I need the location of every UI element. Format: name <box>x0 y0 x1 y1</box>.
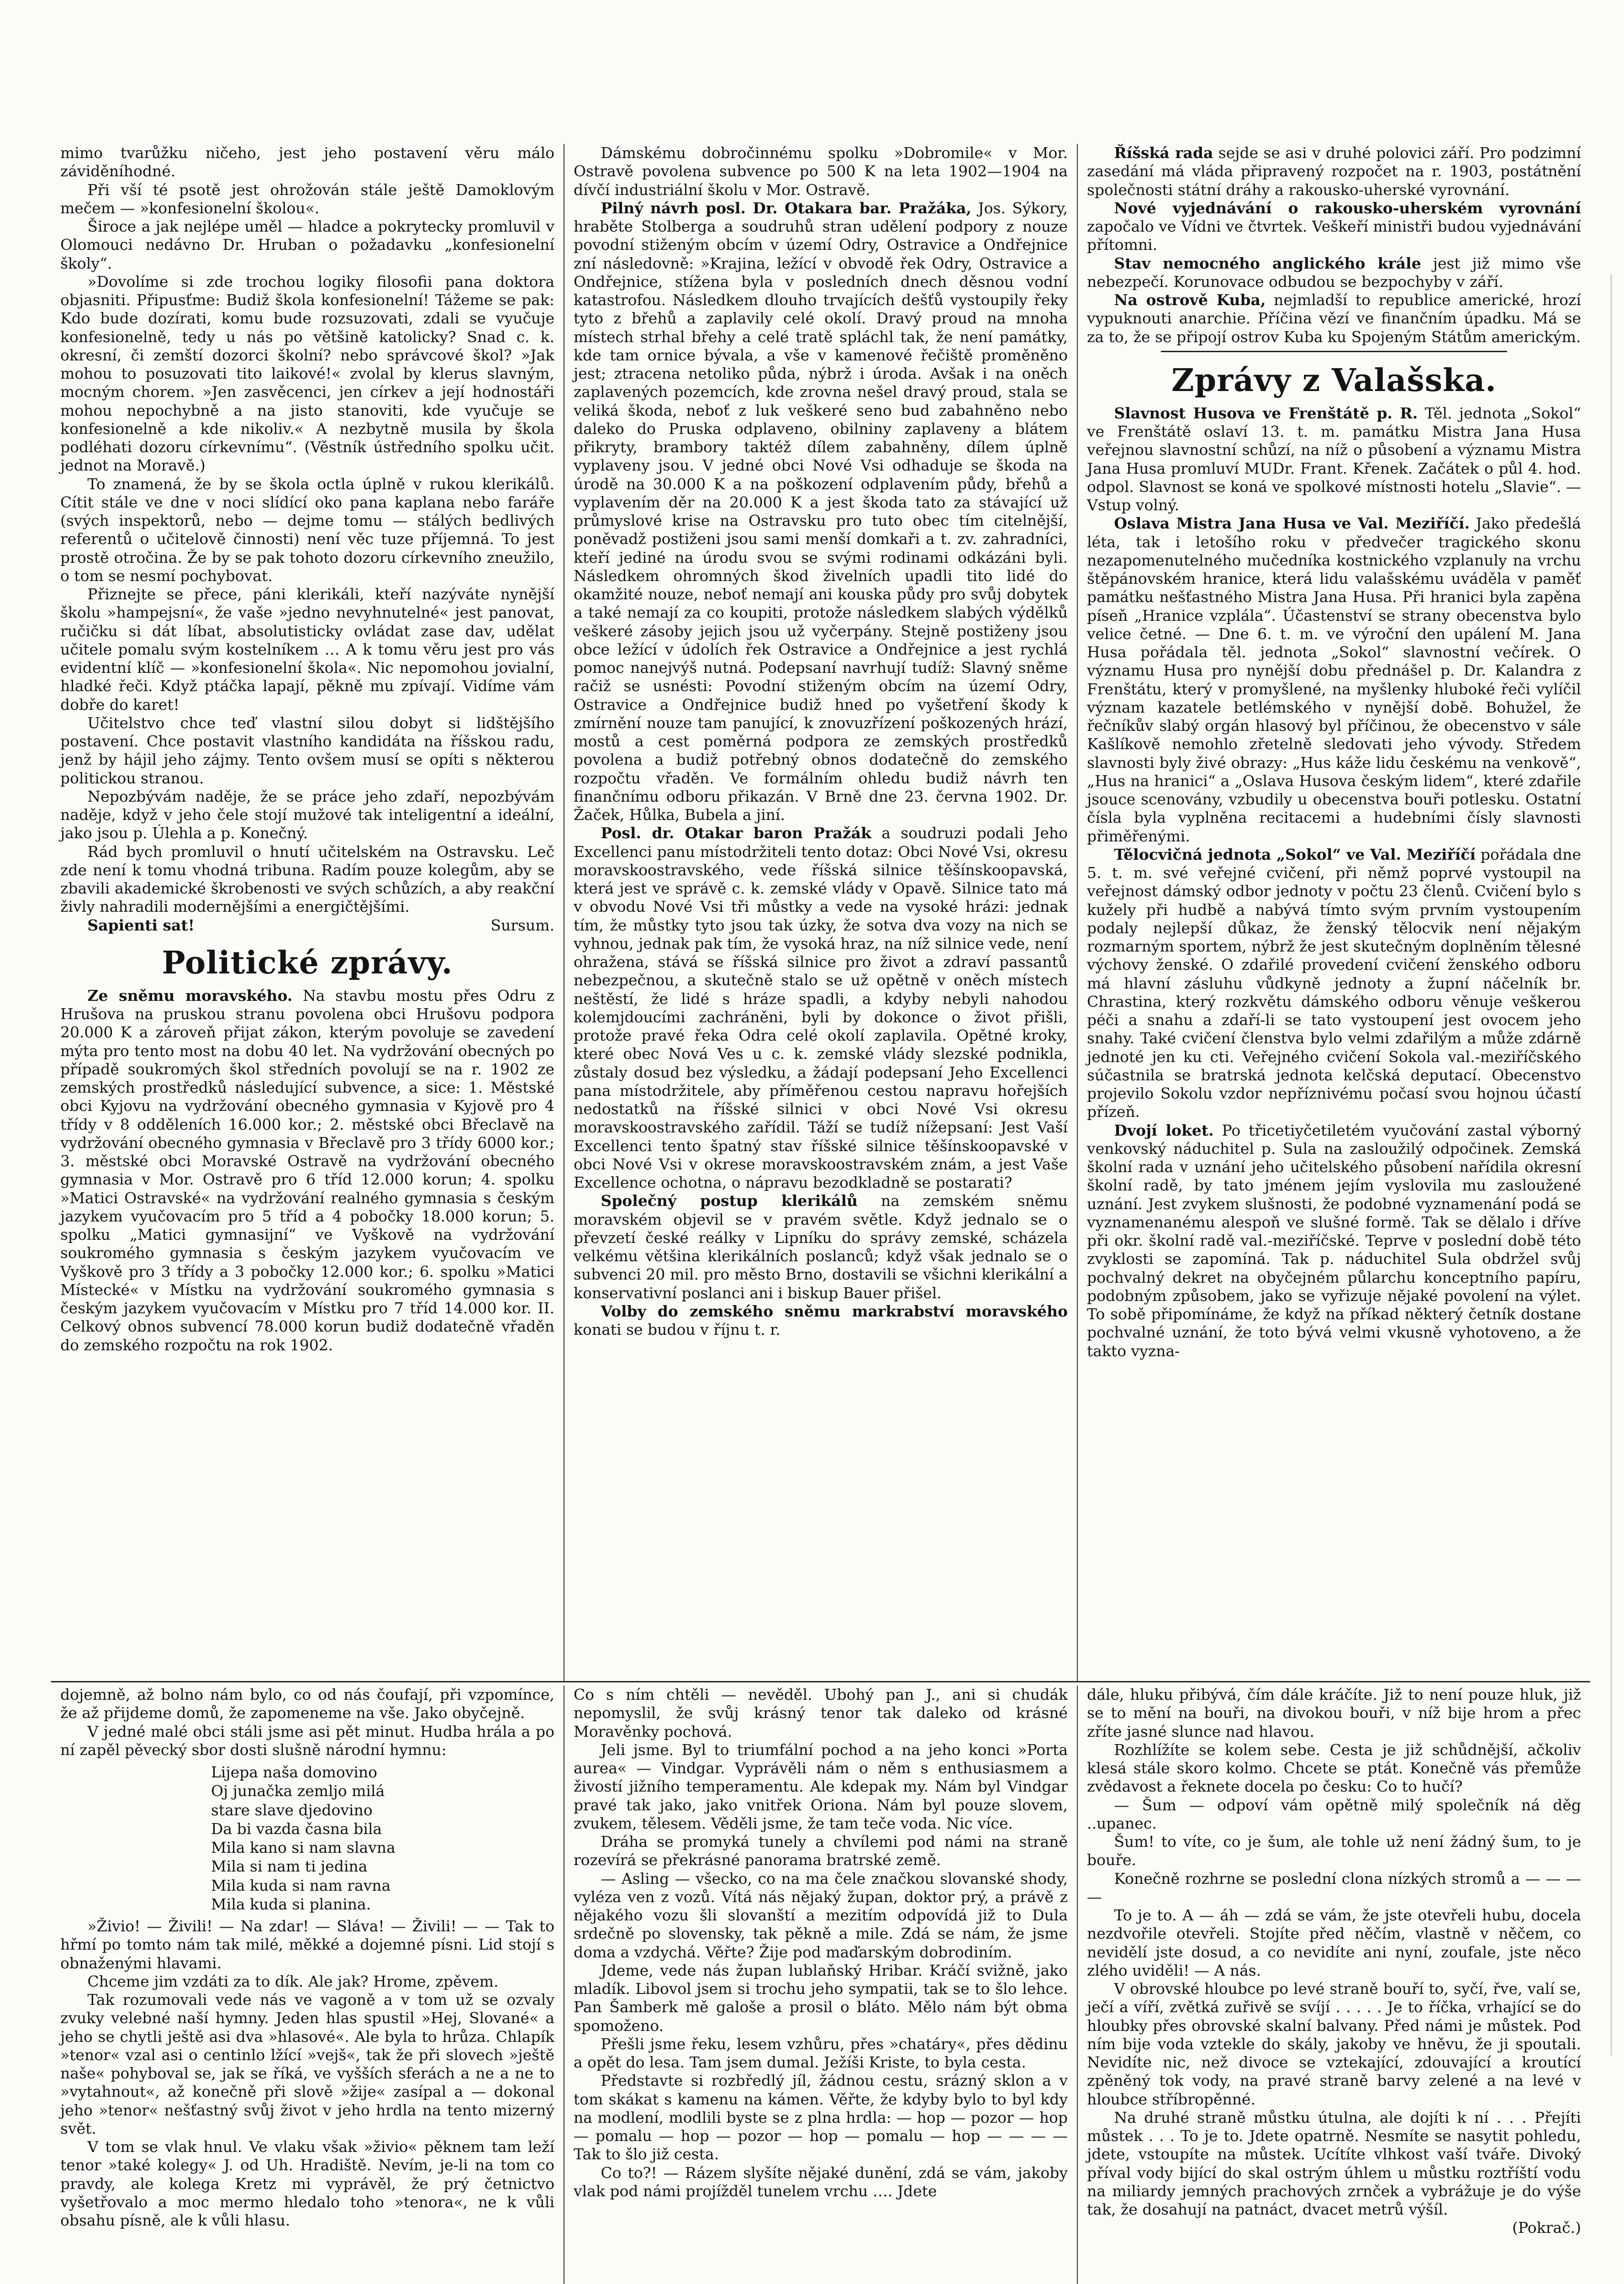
paragraph: Dámskému dobročinnému spolku »Dobromile« v Mor. Ostravě povolena subvence po 500 K na leta 1902—1904 na dívčí industriální školu v Mor. Ostravě. <box>574 144 1068 199</box>
paragraph-lead: Pilný návrh posl. Dr. Otakara bar. Pražáka, <box>601 199 972 217</box>
paragraph <box>1087 199 1581 254</box>
paragraph-lead: Na ostrově Kuba, <box>1114 291 1266 309</box>
paragraph: V jedné malé obci stáli jsme asi pět minut. Hudba hrála a po ní zapěl pěvecký sbor dosti slušně národní hymnu: <box>60 1722 554 1759</box>
paragraph: mimo tvarůžku ničeho, jest jeho postavení věru málo záviděníhodné. <box>60 144 554 180</box>
paragraph-body: nejmladší to republice americké, hrozí vypuknouti anarchie. Příčina vězí ve finančním úpadku. Má se za to, že se připojí ostrov Kuba ku Spojeným Státům americkým. <box>1087 291 1581 346</box>
paragraph: Šum! to víte, co je šum, ale tohle už není žádný šum, to je bouře. <box>1087 1833 1581 1869</box>
paragraph: — Asling — všecko, co na ma čele značkou slovanské shody, vyléza ven z vozů. Vítá nás nějaký župan, doktor prý, a právě z nějakého vozu šli slovanští a mezitím odpovídá již to Dula srdečně po slovensky, tak pěkně a mile. Zdá se nám, že jsme doma a vzdychá. Věřte? Žije pod maďarským dobrodiním. <box>574 1869 1068 1961</box>
paragraph <box>1087 254 1581 291</box>
divider <box>1161 351 1507 352</box>
continued-marker: (Pokrač.) <box>1512 2219 1581 2237</box>
paragraph <box>1087 144 1581 199</box>
page-edge-line <box>1610 274 1612 2056</box>
verse-line: Da bi vazda časna bila <box>211 1819 382 1838</box>
paragraph-body: Jako předešlá léta, tak i letošího roku v předvečer tragického skonu nezapomenutelného mučedníka kostnického vzplanuly na vrchu štěpánovském hranice, která lidu valašskému uváděla v paměť památku nešťastného Mistra Jana Husa. Při hranici byla zapěna píseň „Hranice vzplála“. Účastenství se strany obecenstva bylo velice četné. — Dne 6. t. m. ve výroční den upálení M. Jana Husa pořádala těl. jednota „Sokol“ slavnostní večírek. O významu Husa pro nynější dobu přednášel p. Dr. Kalandra z Frenštátu, který v promyšlené, na myšlenky hluboké řeči vylíčil význam kazatele betlémského v nynější době. Bohužel, že řečníkův slabý orgán hlasový byl příčinou, že obecenstvo v sále Kašlíkově nemohlo zřetelně sledovati jeho vývody. Středem slavnosti byly živé obrazy: „Hus káže lidu českému na venkově“, „Hus na hranici“ a „Oslava Husova českým lidem“, které zdařile jsouce scenovány, vzbudily u obecenstva bouři potlesku. Ostatní čísla byla vyplněna recitacemi a hudebními čísly slavnosti přiměřenými. <box>1087 514 1581 845</box>
paragraph-lead: Slavnost Husova ve Frenštátě p. R. <box>1114 404 1418 422</box>
paragraph: Nepozbývám naděje, že se práce jeho zdaří, nepozbývám naděje, když v jeho čele stojí mužové tak inteligentní a ideální, jako jsou p. Úlehla a p. Konečný. <box>60 787 554 842</box>
paragraph-body: Po třicetiyčetiletém vyučování zastal výborný venkovský náduchitel p. Sula na zasloužilý odpočinek. Zemská školní rada v uznání jeho učitelského působení nařídila okresní školní radě, by tato jménem jejím vyslovila mu zasloužené uznání. Jest zvykem slušnosti, že podobné vyznamenání podá se vyznamenanému alespoň ve slušné formě. Tak se dělalo i dříve při okr. školní radě val.-meziříčské. Teprve v poslední době této zvyklosti se zapomíná. Tak p. náduchitel Sula obdržel svůj pochvalný dekret na obyčejném půlarchu konceptního papíru, podobným způsobem, jako se vyřizuje nějaké povolení na výlet. To sobě připomínáme, že když na příkad některý četník dostane pochvalné uznání, že toto bývá velmi vkusně vyhotoveno, a že takto vyzna- <box>1087 1121 1581 1360</box>
paragraph: dojemně, až bolno nám bylo, co od nás čoufají, při vzpomínce, že až přijdeme domů, že zapomeneme na vše. Jako obyčejně. <box>60 1686 554 1722</box>
paragraph-body: a soudruzi podali Jeho Excellenci panu místodržiteli tento dotaz: Obci Nové Vsi, okresu moravskoostravského, vede říšská silnice těšínskoopavská, která jest ve správě c. k. zemské vlády v Opavě. Silnice tato má v obvodu Nové Vsi tři můstky a vede na vysoké hrázi: jednak tím, že můstky tyto jsou tak úzky, že sotva dva vozy na nich se vyhnou, jednak pak tím, že vysoká hraz, na níž silnice vede, není ohražena, stává se říšská silnice pro život a zdraví passantů nebezpečnou, a skutečně stalo se už opětně v oněch místech neštěstí, že lidé s hráze spadli, a kdyby nebyli nahodou kolemjdoucími zachráněni, byli by dokonce o život přišli, protože pravé řeka Odra celé okolí zaplavila. Opětné kroky, které obec Nová Ves u c. k. zemské vlády slezské podnikla, zůstaly dosud bez výsledku, a žádají podepsaní Jeho Excellenci pana místodržitele, aby příměřenou cestou napravu hořejších nedostatků na říšské silnici v obci Nové Vsi okresu moravskoostravského zařídil. Táží se tudíž nížepsaní: Jest Vaší Excellenci tento špatný stav říšské silnice těšínskoopavské v obci Nové Vsi v okrese moravskoostravském znám, a jest Vaše Excellence ochotna, o nápravu bezodkladně se postarati? <box>574 824 1068 1191</box>
paragraph: Co s ním chtěli — nevěděl. Ubohý pan J., ani si chudák nepomyslil, že svůj krásný tenor tak daleko od krásné Moravěnky pochová. <box>574 1686 1068 1740</box>
paragraph-body: Jos. Sýkory, hraběte Stolberga a soudruhů stran udělení podpory z nouze povodní stiženým obcím v území Odry, Ostravice a Ondřejnice zní následovně: »Krajina, ležící v obvodě řek Odry, Ostravice a Ondřejnice, stížena byla v posledních dnech děsnou vodní katastrofou. Následkem dlouho trvajících dešťů vystoupily řeky tyto z břehů a zaplavily celé okolí. Dravý proud na mnoha místech strhal břehy a celé tratě spláchl tak, že není památky, kde tam ornice bývala, a vše v kamenové řečiště proměněno jest; ztracena netoliko půda, nýbrž i úroda. Avšak i na oněch zaplavených pozemcích, kde zrovna nešel dravý proud, stala se veliká škoda, neboť z luk veškeré seno bud zabahněno nebo daleko do Pruska odplaveno, obilniny zaplaveny a blátem přikryty, brambory taktéž dílem zabahněny, dílem úplně vyplaveny jsou. V jedné obci Nové Vsi odhaduje se škoda na úrodě na 30.000 K a na poškození odplavením půdy, břehů a vyplavením děr na 20.000 K a jest škoda tato za stávající už průmyslové krise na Ostravsku pro tuto obec tím citelnější, poněvadž postiženi jsou sami menší domkaři a t. zv. zahradníci, kteří jediné na úrodu svou se svými rodinami odkázáni byli. Následkem ohromných škod živelních upadli tito lidé do okamžité nouze, neboť nemají ani kouska půdy pro svůj dobytek a také nemají za co koupiti, protože následkem slabých výdělků veškeré zásoby jejich jsou už vyčerpány. Stejně postiženy jsou obce ležící v údolích řek Ostravice a Ondřejnice a jest rychlá pomoc nanejvýš nutná. Podepsaní navrhují tudíž: Slavný sněme račiž se usnésti: Povodní stiženým obcím na území Odry, Ostravice a Ondřejnice budiž hned po vyšetření škody k zmírnění nouze tam panující, k znovuzřízení poškozených hrází, mostů a cest poměrná podpora ze zemských prostředků povolena a budiž potřebný obnos dodatečně do zemského rozpočtu vřaděn. Ve formálním ohledu budiž návrh ten finančnímu odboru přikazán. V Brně dne 23. června 1902. Dr. Žaček, Hůlka, Bubela a jiní. <box>574 199 1068 824</box>
verse-line: Oj junačka zemljo milá <box>211 1782 385 1800</box>
paragraph-body: sejde se asi v druhé polovici září. Pro podzimní zasedání má vláda připravený rozpočet na r. 1903, postátnění společnosti státní dráhy a rakousko-uherské vyrovnání. <box>1087 144 1581 199</box>
verse-line: Mila kuda si planina. <box>211 1895 371 1913</box>
paragraph-lead: Oslava Mistra Jana Husa ve Val. Meziříčí. <box>1114 514 1470 533</box>
paragraph <box>1087 1121 1581 1360</box>
paragraph-body: Na stavbu mostu přes Odru z Hrušova na pruskou stranu povolena obci Hrušovu podpora 20.000 K a zároveň přijat zákon, kterým povoluje se zavedení mýta pro tento most na dobu 40 let. Na vydržování obecných po případě soukromých škol středních povolují se na r. 1902 ze zemských prostředků následující subvence, a sice: 1. Městské obci Kyjovu na vydržování obecného gymnasia v Kyjově pro 4 třídy v 8 odděleních 16.000 kor.; 2. městské obci Břeclavě na vydržování obecného gymnasia v Břeclavě pro 3 třídy 6000 kor.; 3. městské obci Moravské Ostravě na vydržování obecného gymnasia v Mor. Ostravě pro 6 tříd 12.000 korun; 4. spolku »Matici Ostravské« na vydržování realného gymnasia s českým jazykem vyučovacím pro 5 tříd a 4 pobočky 18.000 korun; 5. spolku „Matici gymnasijní“ ve Vyškově na vydržování soukromého gymnasia s českým jazykem vyučovacím ve Vyškově pro 3 třídy a 3 pobočky 12.000 kor.; 6. spolku »Matici Místecké« v Místku na vydržování soukromého gymnasia s českým jazykem vyučovacím v Místku pro 7 tříd 14.000 kor. II. Celkový obnos subvencí 78.000 korun budiž dodatečně vřaděn do zemského rozpočtu na rok 1902. <box>60 986 554 1354</box>
paragraph: Na druhé straně můstku útulna, ale dojíti k ní . . . Přejíti můstek . . . To je to. Jdete opatrně. Nesmíte se nasytit pohledu, jdete, vstoupíte na můstek. Ucítíte vlhkost vaší tváře. Divoký příval vody bijící do skal ostrým úhlem u můstku roztříští vodu na miliardy jemných prachových zrnček a vybrážuje je do výše tak, že dosahují na patnáct, dvacet metrů výšíl. <box>1087 2108 1581 2218</box>
sign-off <box>60 916 554 935</box>
paragraph: Učitelstvo chce teď vlastní silou dobyt si lidštějšího postavení. Chce postavit vlastního kandidáta na říšskou radu, jenž by hájil jeho zájmy. Tento ovšem musí se opíti s některou politickou stranou. <box>60 714 554 787</box>
paragraph: To je to. A — áh — zdá se vám, že jste otevřeli hubu, docela nezdvořile otevřeli. Stojíte před něčím, vlastně v něčem, co nevidělí jste dosud, a co nevidíte ani nyní, zoufale, jste něco zlého uviděli! — A nás. <box>1087 1906 1581 1979</box>
paragraph: — Šum — odpoví vám opětně milý společník ná děg ..upanec. <box>1087 1796 1581 1832</box>
verse-line: stare slave djedovino <box>211 1801 373 1819</box>
paragraph-lead: Tělocvičná jednota „Sokol“ ve Val. Meziříčí <box>1114 845 1476 863</box>
paragraph: V tom se vlak hnul. Ve vlaku však »živio« pěknem tam leží tenor »také kolegy« J. od Uh. Hradiště. Nevím, je-li na tom co pravdy, ale kolega Kretz mi vyprávěl, že prý četnictvo vyšetřovalo a moc mermo hledalo toho »tenora«, ne k vůli obsahu písně, ale k vůli hlasu. <box>60 2138 554 2229</box>
paragraph: Dráha se promyká tunely a chvílemi pod námi na straně rozevírá se překrásné panorama bratrské země. <box>574 1833 1068 1869</box>
paragraph: Při vší té psotě jest ohrožován stále ještě Damoklovým mečem — »konfesionelní školou«. <box>60 180 554 217</box>
verse-line: Mila kuda si nam ravna <box>211 1876 391 1894</box>
paragraph: Přešli jsme řeku, lesem vzhůru, přes »chatáry«, přes dědinu a opět do lesa. Tam jsem dumal. Ježíši Kriste, to byla cesta. <box>574 2035 1068 2071</box>
feuilleton-column-3 <box>1077 1686 1590 2284</box>
paragraph-body: jest již mimo vše nebezpečí. Korunovace odbudou se bezpochyby v září. <box>1087 254 1581 291</box>
paragraph: Chceme jim vzdáti za to dík. Ale jak? Hrome, zpěvem. <box>87 1972 499 1990</box>
paragraph-body: konati se budou v říjnu t. r. <box>574 1321 780 1338</box>
paragraph: »Živio! — Živili! — Na zdar! — Sláva! — Živili! — — Tak to hřmí po tomto nám tak milé, měkké a dojemné písni. Lid stojí s obnaženými hlavami. <box>60 1917 554 1972</box>
paragraph-body: pořádala dne 5. t. m. své veřejné cvičení, při němž poprvé vystoupil na veřejnost dámský odbor jednoty v počtu 23 členů. Cvičení bylo s kužely při hudbě a nabývá tímto svým prvním vystoupením podaly nejlepší důkaz, že ženský tělocvik není nějakým rozmarným sportem, nýbrž že jest skutečným doplněním tělesné výchovy ženské. O zdařilé provedení cvičení ženského odboru má hlavní zásluhu vůdkyně jednoty a župní náčelník br. Chrastina, který rozkvětu dámského odboru věnuje veškerou péči a snahu a zdaří-li se tato vystoupení jest ovocem jeho snahy. Také cvičení členstva bylo velmi zdařilým a může zdárně jednoté jen ku cti. Veřejného cvičení Sokola val.-meziříčského súčastnila se bratrská jednota kelčská deputací. Obecenstvo projevilo Sokolu vzdor nepříznivému počasí svou hojnou účastí přízeň. <box>1087 845 1582 1121</box>
paragraph-lead: Ze sněmu moravského. <box>87 986 293 1005</box>
paragraph <box>574 1302 1068 1339</box>
author-signature: Sursum. <box>490 916 554 934</box>
paragraph: Představte si rozbředlý jíl, žádnou cestu, srázný sklon a v tom skákat s kamenu na kámen. Věřte, že kdyby bylo to byl kdy na modlení, modlili byste se z plna hrdla: — hop — pozor — hop — pomalu — hop — pozor — hop — pomalu — hop — — — — Tak to šlo již cesta. <box>574 2072 1068 2163</box>
paragraph <box>574 199 1068 825</box>
paragraph-lead: Posl. dr. Otakar baron Pražák <box>601 824 871 842</box>
paragraph: »Dovolíme si zde trochou logiky filosofii pana doktora objasniti. Připusťme: Budiž škola konfesionelní! Tážeme se pak: Kdo bude dozírati, komu bude rozsuzovati, zdali se vyučuje konfesionelně, tedy u nás po většině katolicky? Snad c. k. okresní, či zemští dozorci školní? nebo správcové škol? »Jak mohou to posuzovati tito laikové!« zvolal by klerus slavným, mocným chorem. »Jen zasvěcenci, jen církev a její hodnostáři mohou nepochybně a na jisto stanoviti, kde vyučuje se konfesionelně a kde nikoliv.« A nezbytně musila by škola podléhati dozoru církevnímu“. (Věstník ústředního spolku učit. jednot na Moravě.) <box>60 272 554 475</box>
paragraph: Konečně rozhrne se poslední clona nízkých stromů a — — — — <box>1087 1869 1581 1906</box>
sign-off-motto: Sapienti sat! <box>87 916 195 934</box>
paragraph: Široce a jak nejlépe uměl — hladce a pokrytecky promluvil v Olomouci nedávno Dr. Hruban o požadavku „konfesionelní školy“. <box>60 217 554 272</box>
paragraph-body: započalo ve Vídni ve čtvrtek. Veškeří ministři budou vyjednávání přítomni. <box>1087 217 1581 254</box>
paragraph <box>1087 514 1581 846</box>
paragraph: Co to?! — Rázem slyšíte nějaké dunění, zdá se vám, jakoby vlak pod námi projížděl tunelem vrchu …. Jdete <box>574 2163 1068 2200</box>
paragraph: Jeli jsme. Byl to triumfální pochod a na jeho konci »Porta aurea« — Vindgar. Vyprávěli nám o něm s enthusiasmem a živostí jižního temperamentu. Ale kdepak my. Nám byl Vindgar pravé tak jako, jako vnitřek Oriona. Nám byl pouze slovem, zvukem, tělesem. Věděli jsme, že tam teče voda. Nic více. <box>574 1740 1068 1832</box>
paragraph: Rád bych promluvil o hnutí učitelském na Ostravsku. Leč zde není k tomu vhodná tribuna. Radím pouze kolegům, aby se zbavili akademické škrobenosti ve svých schůzích, a aby reakční živly nahradili modernějšími a energičtějšími. <box>60 842 554 916</box>
paragraph <box>1087 291 1581 346</box>
feuilleton-section <box>51 1686 1590 2284</box>
paragraph-body: Těl. jednota „Sokol“ ve Frenštátě oslaví 13. t. m. památku Mistra Jana Husa veřejnou slavnostní schůzí, na níž o působení a významu Mistra Jana Husa promluví MUDr. Frant. Křenek. Začátek o půl 4. hod. odpol. Slavnost se koná ve spolkové místnosti hotelu „Slavie“. — Vstup volný. <box>1087 404 1581 514</box>
upper-section <box>51 144 1590 1682</box>
paragraph: To znamená, že by se škola octla úplně v rukou klerikálů. Cítit stále ve dne v noci slídící oko pana kaplana nebo faráře (svých inspektorů, nebo — dejme tomu — stálých bedlivých referentů o učitelově činnosti) není věc tuze příjemná. To jest prostě otročina. Že by se pak tohoto dozoru církevního zneužilo, o tom se nesmí pochybovat. <box>60 475 554 585</box>
paragraph-lead: Říšská rada <box>1114 144 1213 162</box>
paragraph-lead: Společný postup klerikálů <box>601 1192 858 1210</box>
paragraph: Tak rozumovali vede nás ve vagoně a v tom už se ozvaly zvuky velebné naší hymny. Jeden hlas spustil »Hej, Slované« a jeho se chytli ještě asi dva »hlasové«. Ale byla to hrůza. Chlapík »tenor« vzal asi o centinlo lžící »vejš«, tak že při slovech »ještě naše« pohyboval se, jak se říká, ve vyšších sferách a ne a ne to »vytahnout«, až konečně při slově »žije« zasípal a — dokonal jeho »tenor« nešťastný svůj život v jeho hrdla na tento mizerný svět. <box>60 1991 554 2137</box>
paragraph: Jdeme, vede nás župan lublaňský Hribar. Kráčí svižně, jako mladík. Libovol jsem si trochu jeho sympatii, tak se to šlo lehce. Pan Šamberk mě galoše a prosil o bláto. Mělo nám být obma spomoženo. <box>574 1961 1068 2035</box>
feuilleton-column-1 <box>51 1686 564 2284</box>
verse-line: Mila kano si nam slavna <box>211 1839 395 1856</box>
paragraph-lead: Dvojí loket. <box>1114 1121 1214 1139</box>
newspaper-page <box>51 144 1590 2284</box>
paragraph-lead: Stav nemocného anglického krále <box>1114 254 1421 272</box>
anthem-verse <box>211 1763 554 1914</box>
paragraph <box>60 987 554 1354</box>
section-heading-valassko: Zprávy z Valašska. <box>1171 362 1497 399</box>
paragraph-lead: Nové vyjednávání o rakousko-uherském vyrovnání <box>1114 199 1581 217</box>
paragraph: Rozhlížíte se kolem sebe. Cesta je již schůdnější, ačkoliv klesá stále skoro kolmo. Chcete se ptát. Konečně vás přemůže zvědavost a řeknete docela po česku: Co to hučí? <box>1087 1740 1581 1796</box>
paragraph-body: na zemském sněmu moravském objevil se v pravém světle. Když jednalo se o převzetí české reálky v Lipníku do správy zemské, scházela velkému většina klerikálních poslanců; když však jednalo se o subvenci 20 mil. pro město Brno, dostavili se všichni klerikální a konservativní poslanci ani i biskup Bauer přišel. <box>574 1192 1068 1302</box>
paragraph: dále, hluku přibývá, čím dále kráčíte. Již to není pouze hluk, již se to mění na bouři, na divokou bouři, v níž bije hrom a přec zříte jasné slunce nad hlavou. <box>1087 1686 1581 1740</box>
verse-line: Lijepa naša domovino <box>211 1763 378 1781</box>
paragraph <box>1087 846 1581 1121</box>
feuilleton-column-2 <box>564 1686 1077 2284</box>
paragraph <box>1087 404 1581 515</box>
column-1 <box>51 144 564 1681</box>
paragraph: V obrovské hloubce po levé straně bouří to, syčí, řve, valí se, ječí a víří, zvětká zuřivě se svíjí . . . . . Je to říčka, vrhající se do hloubky přes obrovské skalní balvany. Před námi je můstek. Pod ním bije voda vztekle do skály, jakoby ve hněvu, že ji spoutali. Nevidíte nic, než divoce se vztekající, zdouvající a kroutící zpěněný tok vody, na pravé straně barvy zelené a na levé v hloubce stříbropěnné. <box>1087 1980 1581 2108</box>
paragraph: Přiznejte se přece, páni klerikáli, kteří nazýváte nynější školu »hampejsní«, že vaše »jedno nevyhnutelné« jest panovat, ručičku si dát líbat, absolutisticky ovládat zase dav, udělat učitele pomalu svým kostelníkem … A k tomu věru jest pro vás evidentní klíč — »konfesionelní škola«. Nic nepomohou jovialní, hladké řeči. Když ptáčka lapají, pěkně mu zpívají. Vidíme vám dobře do karet! <box>60 585 554 714</box>
paragraph <box>574 1192 1068 1302</box>
paragraph <box>574 824 1068 1192</box>
section-heading-politics: Politické zprávy. <box>162 944 453 981</box>
column-3 <box>1077 144 1590 1681</box>
verse-line: Mila si nam ti jedina <box>211 1857 368 1876</box>
paragraph-lead: Volby do zemského sněmu markrabství moravského <box>601 1302 1068 1320</box>
column-2 <box>564 144 1077 1681</box>
